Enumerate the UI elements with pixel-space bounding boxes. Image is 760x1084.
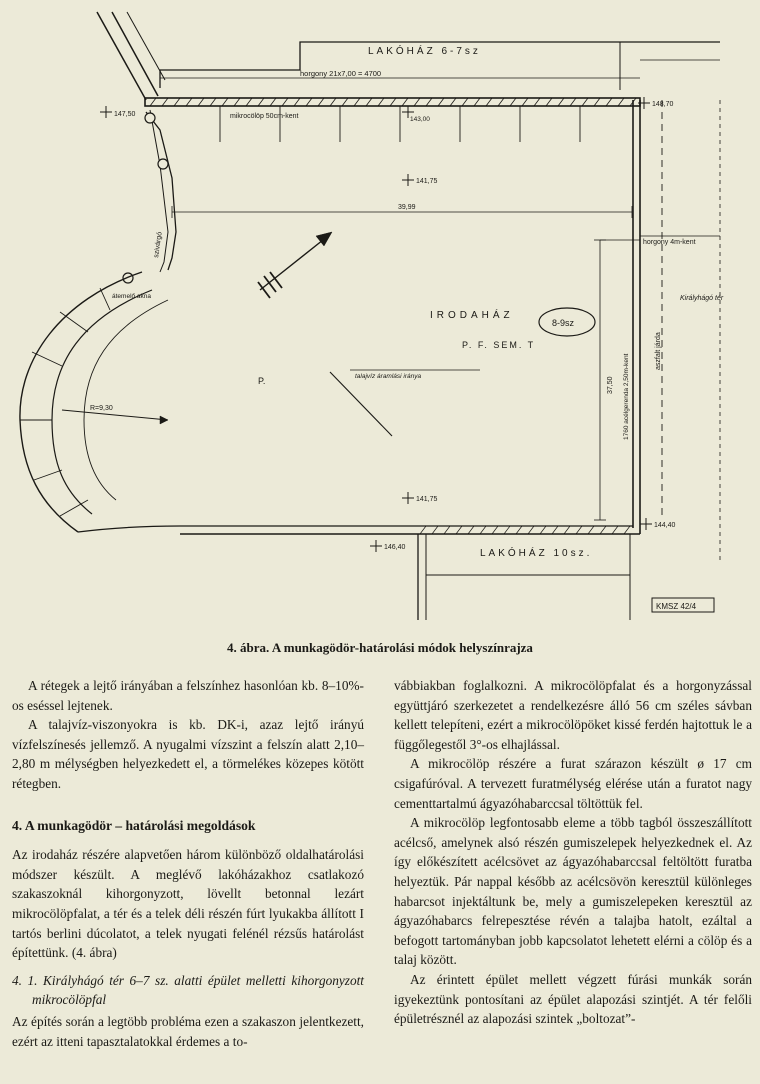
paragraph: vábbiakban foglalkozni. A mikrocölöpfalat és a horgonyzással együttjáró szerkezetet a rendelkezésre álló 56 cm széles sávban kellett telepíteni, ezért a mikrocölöpöket kissé ferdén hajtottuk le a függőlegestől 3°-os elhajlással. <box>394 678 752 752</box>
paragraph: Az építés során a legtöbb probléma ezen a szakaszon jelentkezett, ezért az itteni tapasztalatokkal érdemes a to- <box>12 1013 364 1049</box>
paragraph: A mikrocölöp legfontosabb eleme a több tagból összeszállított acélcső, amelynek alsó részén gumiszelepek helyezkednek el. Az így előkészített acélcsövet az ágyazóhabarccsal feltöltött furatba helyeztük. Pár nappal később az acélcsövön keresztül különleges habarcsot injektáltunk be, mely a gumiszelepeken keresztül az ágyazóhabarcs felrepesztése révén a talajba hatolt, ezáltal a befogott tartományban jobb kapcsolatot lehetett elérni a cölöp és a talaj között. <box>394 815 752 968</box>
label-irodahaz: IRODAHÁZ <box>430 310 514 321</box>
label-elev-tl: 147,50 <box>114 111 136 118</box>
label-circle: 8-9sz <box>552 318 575 328</box>
label-radius: R=9,30 <box>90 405 113 412</box>
label-elev-tr: 148,70 <box>652 101 674 108</box>
label-elev-bl: 146,40 <box>384 544 406 551</box>
label-pfsem: P. F. SEM. T <box>462 340 536 350</box>
label-elev-141-top: 141,75 <box>416 178 438 185</box>
label-horgony-top: horgony 21x7,00 = 4700 <box>300 69 382 78</box>
paragraph: A talajvíz-viszonyokra is kb. DK-i, azaz lejtő irányú vízfelszínesés jellemző. A nyugalmi vízszint a felszín alatt 2,10–2,80 m mélységben helyezkedett el, a törmelékes közepes kötött rétegben. <box>12 717 364 791</box>
left-column <box>12 676 364 1051</box>
label-horgony-right: horgony 4m-kent <box>643 239 696 246</box>
right-column <box>394 676 752 1029</box>
subsection-heading: 4. 1. Királyhágó tér 6–7 sz. alatti épület melletti kihorgonyzott mikrocölöpfal <box>12 972 364 1008</box>
label-dim-3750: 37,50 <box>607 376 614 394</box>
label-acelgerenda: 1760 acélgerenda 2,50m-kent <box>623 353 630 440</box>
label-dim-3999: 39,99 <box>398 204 416 211</box>
figure-caption: 4. ábra. A munkagödör-határolási módok helyszínrajza <box>227 640 533 655</box>
paragraph: A mikrocölöp részére a furat szárazon készült ø 17 cm csigafúróval. A tervezett furatmélység elérése után a furatot nagy cementtartalmú ágyazóhabarccsal töltöttük fel. <box>394 756 752 811</box>
label-stamp: KMSZ 42/4 <box>656 602 697 611</box>
label-mikrocolop: mikrocölöp 50cm-kent <box>230 113 299 120</box>
paragraph: Az érintett épület mellett végzett fúrási munkák során igyekeztünk pontosítani az épület alapozási szintjét. A tér felőli épületrésznél az alapozási szintek „boltozat”- <box>394 971 752 1027</box>
label-kiralyhago: Királyhágó tér <box>680 295 724 302</box>
label-elev-141-bot: 141,75 <box>416 496 438 503</box>
label-atemeto: átemelő akna <box>112 293 152 300</box>
label-lakohaz-top: LAKÓHÁZ 6-7sz <box>368 46 481 57</box>
label-p: P. <box>258 376 266 386</box>
label-lakohaz-bot: LAKÓHÁZ 10sz. <box>480 548 593 559</box>
label-elev-143: 143,00 <box>410 116 430 123</box>
label-talajviz: talajvíz áramlási iránya <box>355 373 422 380</box>
paragraph: A rétegek a lejtő irányában a felszínhez hasonlóan kb. 8–10%-os eséssel lejtenek. <box>12 678 364 713</box>
section-heading: 4. A munkagödör – határolási megoldások <box>12 817 256 833</box>
paragraph: Az irodaház részére alapvetően három különböző oldalhatárolási módszer készült. A meglévő lakóházakhoz csatlakozó szakaszoknál kihorgonyzott, lövellt betonnal lezárt mikrocölöpfalat, a tér és a telek déli részén fúrt lyukakba állított I tartós berlini dúcolatot, a telek nyugati felénél rézsűs határolást építettünk. (4. ábra) <box>12 847 364 961</box>
label-aszfalt: aszfalt járda <box>655 332 662 370</box>
label-elev-br: 144,40 <box>654 522 676 529</box>
label-szivarga: szivárgó <box>153 231 164 259</box>
